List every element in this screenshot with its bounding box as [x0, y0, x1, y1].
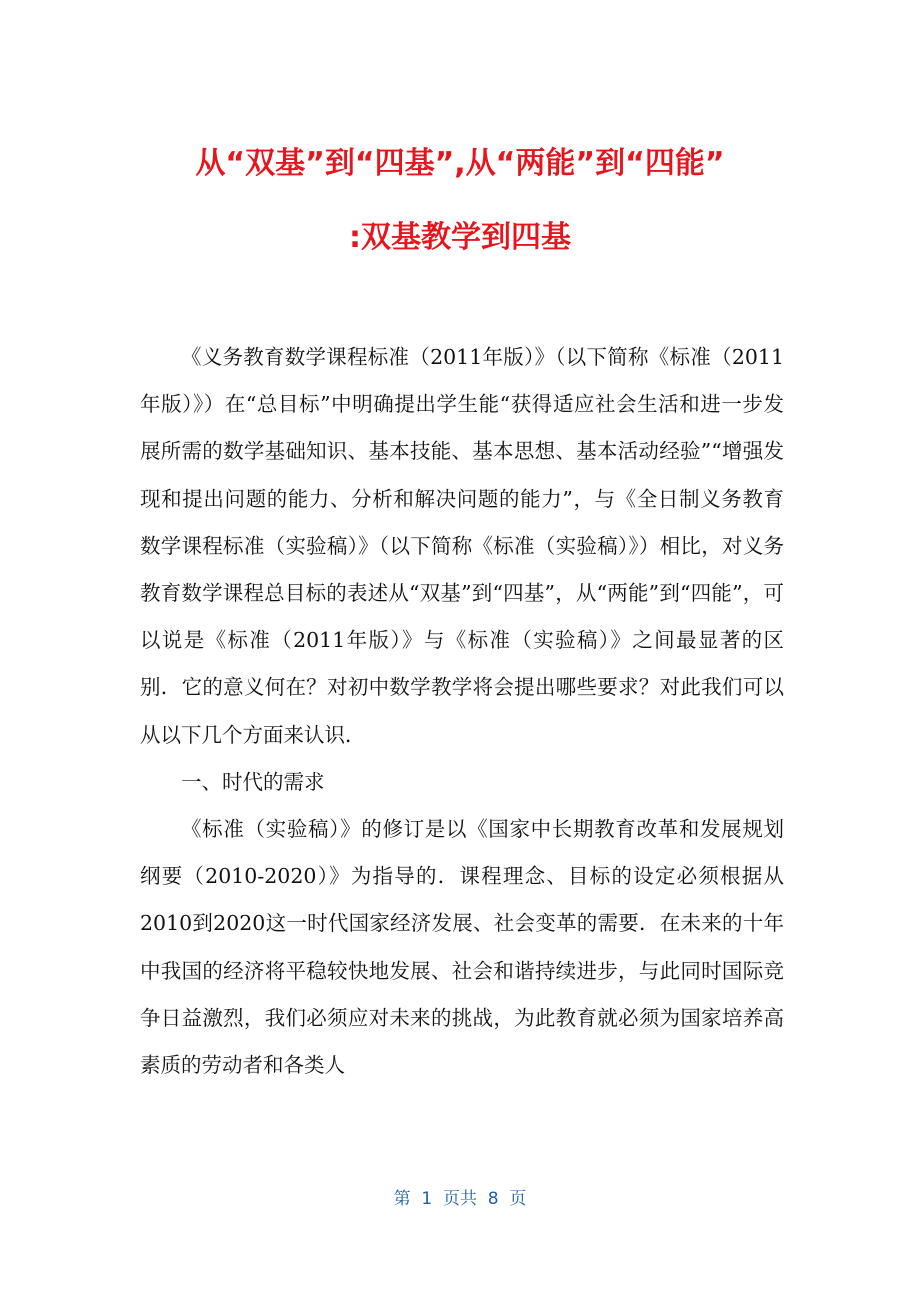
document-body	[140, 334, 784, 1089]
document-title-line-1: 从“双基”到“四基”,从“两能”到“四能”	[195, 146, 725, 181]
paragraph-era-needs: 《标准（实验稿）》的修订是以《国家中长期教育改革和发展规划纲要（2010-2020）》为指导的．课程理念、目标的设定必须根据从2010到2020这一时代国家经济发展、社会变革的需要．在未来的十年中我国的经济将平稳较快地发展、社会和谐持续进步，与此同时国际竞争日益激烈，我们必须应对未来的挑战，为此教育就必须为国家培养高素质的劳动者和各类人	[140, 817, 784, 1078]
page-number-footer: 第 1 页共 8 页	[393, 1189, 527, 1209]
paragraph-intro: 《义务教育数学课程标准（2011年版）》（以下简称《标准（2011年版）》）在“总目标”中明确提出学生能“获得适应社会生活和进一步发展所需的数学基础知识、基本技能、基本思想、基本活动经验”“增强发现和提出问题的能力、分析和解决问题的能力”，与《全日制义务教育数学课程标准（实验稿）》（以下简称《标准（实验稿）》）相比，对义务教育数学课程总目标的表述从“双基”到“四基”，从“两能”到“四能”，可以说是《标准（2011年版）》与《标准（实验稿）》之间最显著的区别．它的意义何在？对初中数学教学将会提出哪些要求？对此我们可以从以下几个方面来认识．	[140, 345, 784, 747]
document-title-line-2: :双基教学到四基	[349, 220, 571, 255]
section-heading: 一、时代的需求	[181, 769, 325, 794]
